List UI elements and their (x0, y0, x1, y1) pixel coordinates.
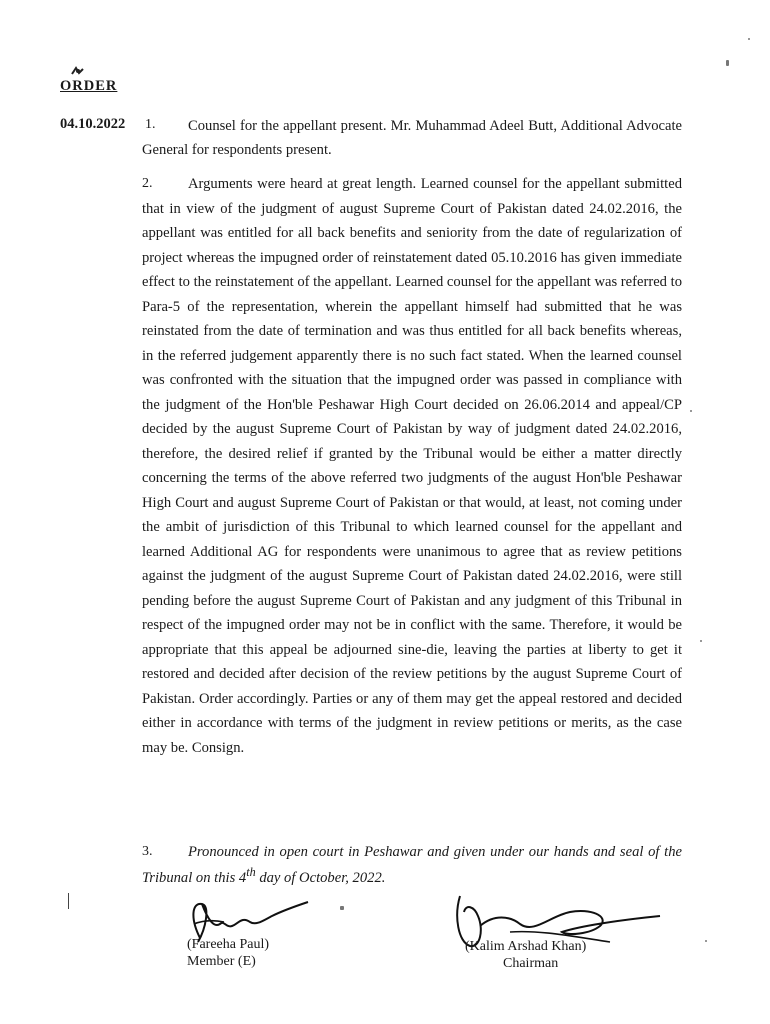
member-signature-block (187, 936, 269, 970)
scan-speck (690, 410, 692, 412)
member-name: (Fareeha Paul) (187, 937, 270, 952)
scan-speck (700, 640, 702, 642)
paragraph-2: Arguments were heard at great length. Learned counsel for the appellant submitted that in view of the judgment of august Supreme Court of Pakistan dated 24.02.2016, the appellant was entitled for all back benefits and seniority from the date of regularization of project whereas the impugned order of reinstatement dated 05.10.2016 has given immediate effect to the reinstatement of the appellant. Learned counsel for the appellant was referred to Para-5 of the representation, wherein the appellant himself had submitted that he was reinstated from the date of termination and was thus entitled for all back benefits whereas, in the referred judgement apparently there is no such fact stated. When the learned counsel was confronted with the situation that the impugned order was passed in compliance with the judgment of the Hon'ble Peshawar High Court decided on 26.06.2014 and appeal/CP decided by the august Supreme Court of Pakistan by way of judgment dated 24.02.2016, therefore, the desired relief if granted by the Tribunal would be either a matter directly concerning the terms of the above referred two judgments of the august Hon'ble Peshawar High Court and august Supreme Court of Pakistan or that would, at least, not coming under the ambit of jurisdiction of this Tribunal to which learned counsel for the appellant and learned Additional AG for respondents were unanimous to agree that as review petitions against the judgment of the august Supreme Court of Pakistan dated 24.02.2016, were still pending before the august Supreme Court of Pakistan and any judgment of this Tribunal in respect of the impugned order may not be in conflict with the same. Therefore, it would be appropriate that this appeal be adjourned sine-die, leaving the parties at liberty to get it restored and decided after decision of the review petitions by the august Supreme Court of Pakistan. Order accordingly. Parties or any of them may get the appeal restored and decided either in accordance with terms of the judgment in review petitions or merits, as the case may be. Consign. (142, 176, 682, 756)
scan-speck (726, 60, 729, 66)
pronouncement-text-end: day of October, 2022. (255, 869, 386, 886)
paragraph-number-3: 3. (142, 844, 153, 859)
member-title: Member (E) (187, 954, 256, 969)
pronouncement-text: Pronounced in open court in Peshawar and given under our hands and seal of the Tribunal on this 4 (142, 844, 682, 886)
scan-speck (340, 906, 344, 910)
chairman-name: (Kalim Arshad Khan) (465, 939, 587, 954)
date-superscript: th (246, 865, 256, 879)
chairman-title: Chairman (503, 956, 559, 971)
scan-speck (705, 940, 707, 942)
margin-mark (68, 893, 69, 909)
scan-speck (748, 38, 750, 40)
order-date: 04.10.2022 (60, 116, 126, 132)
chairman-signature-block (465, 938, 586, 972)
paragraph-3 (142, 842, 682, 888)
paragraph-number-2: 2. (142, 176, 153, 191)
ink-mark-icon (70, 66, 86, 76)
paragraph-number-1: 1. (145, 117, 156, 132)
order-heading: ORDER (60, 78, 118, 94)
paragraph-1: Counsel for the appellant present. Mr. Muhammad Adeel Butt, Additional Advocate General for respondents present. (142, 118, 682, 158)
